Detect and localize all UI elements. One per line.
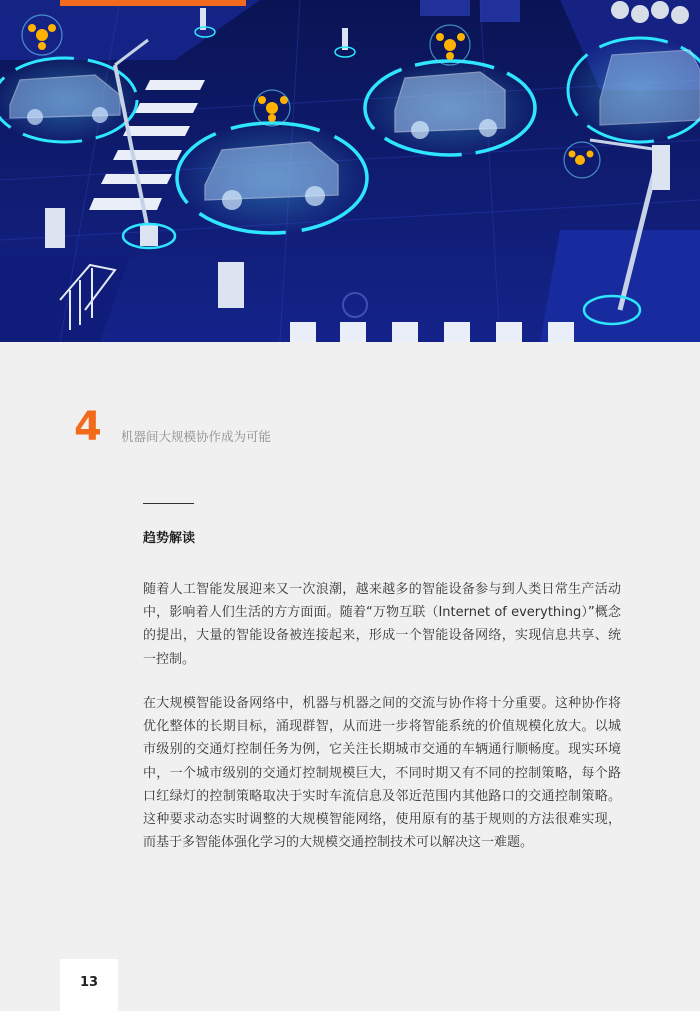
hero-image xyxy=(0,0,700,342)
page-number: 13 xyxy=(79,975,99,990)
divider xyxy=(143,503,194,504)
section-number: 4 xyxy=(74,404,102,450)
accent-bar xyxy=(60,0,246,6)
body-paragraph: 随着人工智能发展迎来又一次浪潮，越来越多的智能设备参与到人类日常生产活动中，影响着人们生活的方方面面。随着“万物互联（Internet of everything）”概念的提出，大量的智能设备被连接起来，形成一个智能设备网络，实现信息共享、统一控制。 xyxy=(143,582,621,667)
section-title: 机器间大规模协作成为可能 xyxy=(121,429,272,444)
page-number-box xyxy=(60,959,118,1011)
vehicle-icon xyxy=(174,120,370,236)
body-paragraph: 在大规模智能设备网络中，机器与机器之间的交流与协作将十分重要。这种协作将优化整体的长期目标，涌现群智，从而进一步将智能系统的价值规模化放大。以城市级别的交通灯控制任务为例，它关注长期城市交通的车辆通行顺畅度。现实环境中，一个城市级别的交通灯控制规模巨大，不同时期又有不同的控制策略，每个路口红绿灯的控制策略取决于实时车流信息及邻近范围内其他路口的交通控制策略。这种要求动态实时调整的大规模智能网络，使用原有的基于规则的方法很难实现，而基于多智能体强化学习的大规模交通控制技术可以解决这一难题。 xyxy=(143,696,621,851)
vehicle-icon xyxy=(362,58,538,158)
smart-traffic-illustration xyxy=(0,0,700,342)
trend-heading: 趋势解读 xyxy=(143,531,196,546)
